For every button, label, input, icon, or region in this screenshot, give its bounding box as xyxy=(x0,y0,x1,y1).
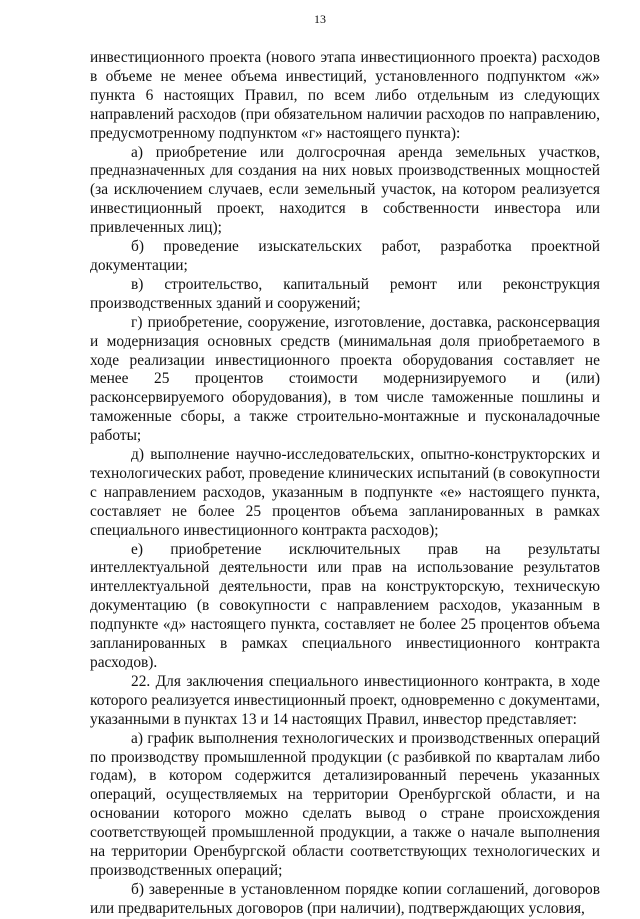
paragraph-section-22-item-b: б) заверенные в установленном порядке копии соглашений, договоров или предварительных договоров (при наличии), подтверждающих условия, xyxy=(90,880,600,917)
paragraph-section-22: 22. Для заключения специального инвестиционного контракта, в ходе которого реализуется инвестиционный проект, одновременно с документами, указанными в пунктах 13 и 14 настоящих Правил, инвестор представляет: xyxy=(90,672,600,728)
page-number: 13 xyxy=(314,12,326,26)
paragraph-item-e-intellectual-property: е) приобретение исключительных прав на результаты интеллектуальной деятельности или прав на использование результатов интеллектуальной деятельности, прав на конструкторскую, техническую документацию (в совокупности с направлением расходов, указанным в подпункте «д» настоящего пункта, составляет не более 25 процентов объема запланированных в рамках специального инвестиционного контракта расходов). xyxy=(90,540,600,671)
paragraph-section-22-item-a: а) график выполнения технологических и производственных операций по производству промышленной продукции (с разбивкой по кварталам либо годам), в котором содержится детализированный перечень указанных операций, осуществляемых на территории Оренбургской области, и на основании которого можно сделать вывод о стране происхождения соответствующей промышленной продукции, а также о начале выполнения на территории Оренбургской области соответствующих технологических и производственных операций; xyxy=(90,729,600,879)
paragraph-item-a-land: а) приобретение или долгосрочная аренда земельных участков, предназначенных для создания на них новых производственных мощностей (за исключением случаев, если земельный участок, на котором реализуется инвестиционный проект, находится в собственности инвестора или привлеченных лиц); xyxy=(90,143,600,237)
paragraph-intro-continuation: инвестиционного проекта (нового этапа инвестиционного проекта) расходов в объеме не менее объема инвестиций, установленного подпунктом «ж» пункта 6 настоящих Правил, по всем либо отдельным из следующих направлений расходов (при обязательном наличии расходов по направлению, предусмотренному подпунктом «г» настоящего пункта): xyxy=(90,49,600,142)
paragraph-item-b-survey: б) проведение изыскательских работ, разработка проектной документации; xyxy=(90,238,600,274)
document-body xyxy=(90,49,600,919)
paragraph-item-v-construction: в) строительство, капитальный ремонт или реконструкция производственных зданий и сооружений; xyxy=(90,275,600,312)
paragraph-item-d-research: д) выполнение научно-исследовательских, опытно-конструкторских и технологических работ, проведение клинических испытаний (в совокупности с направлением расходов, указанным в подпункте «е» настоящего пункта, составляет не более 25 процентов объема запланированных в рамках специального инвестиционного контракта расходов); xyxy=(90,446,600,539)
paragraph-item-g-equipment: г) приобретение, сооружение, изготовление, доставка, расконсервация и модернизация основных средств (минимальная доля приобретаемого в ходе реализации инвестиционного проекта оборудования составляет не менее 25 процентов стоимости модернизируемого и (или) расконсервируемого оборудования), в том числе таможенные пошлины и таможенные сборы, а также строительно-монтажные и пусконаладочные работы; xyxy=(90,313,600,445)
